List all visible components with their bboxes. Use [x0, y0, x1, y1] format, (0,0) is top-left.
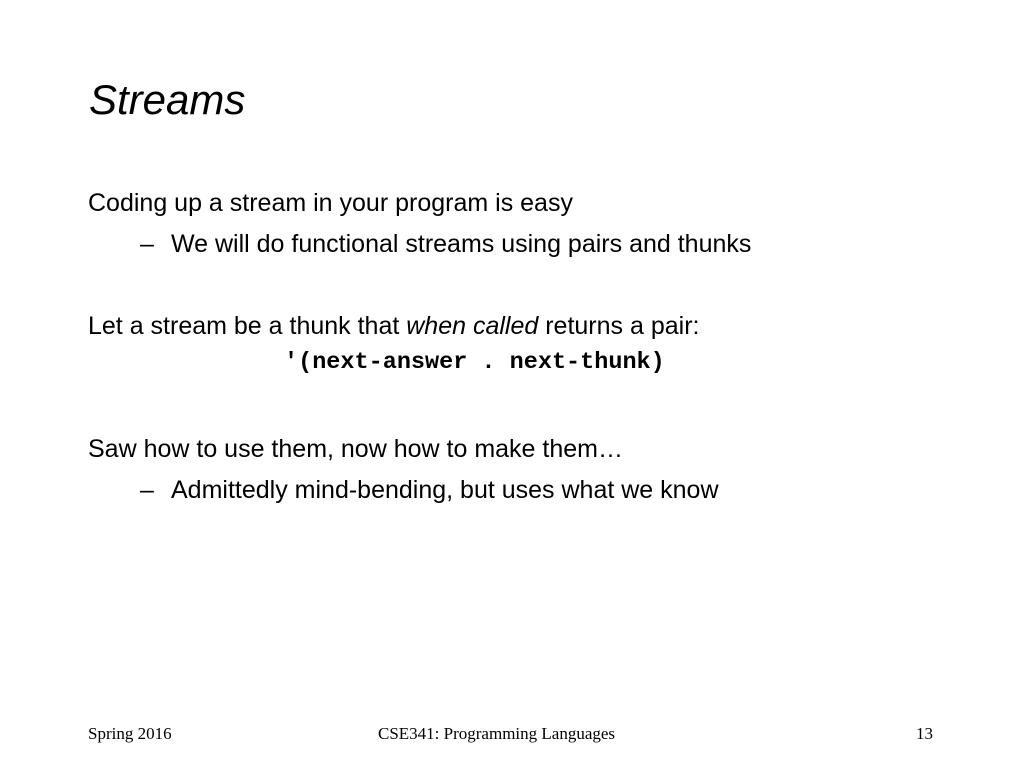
bullet-let-stream — [88, 310, 699, 342]
bullet-let-stream-emphasis: when called — [406, 312, 539, 340]
bullet-saw-how: Saw how to use them, now how to make them… — [88, 435, 623, 463]
slide-title: Streams — [89, 76, 246, 123]
sub-bullet-dash: – — [140, 476, 154, 504]
footer-page-number: 13 — [916, 724, 933, 743]
sub-bullet-dash: – — [140, 230, 154, 258]
footer-course: CSE341: Programming Languages — [378, 724, 616, 743]
footer-date: Spring 2016 — [88, 724, 172, 743]
code-pair-expression: '(next-answer . next-thunk) — [284, 349, 665, 376]
bullet-let-stream-tail: returns a pair: — [538, 312, 700, 340]
bullet-coding-stream: Coding up a stream in your program is easy — [88, 189, 573, 217]
sub-bullet-functional-streams: We will do functional streams using pairs and thunks — [171, 230, 752, 258]
bullet-let-stream-text: Let a stream be a thunk that — [88, 312, 407, 340]
sub-bullet-mind-bending: Admittedly mind-bending, but uses what we know — [171, 476, 719, 504]
